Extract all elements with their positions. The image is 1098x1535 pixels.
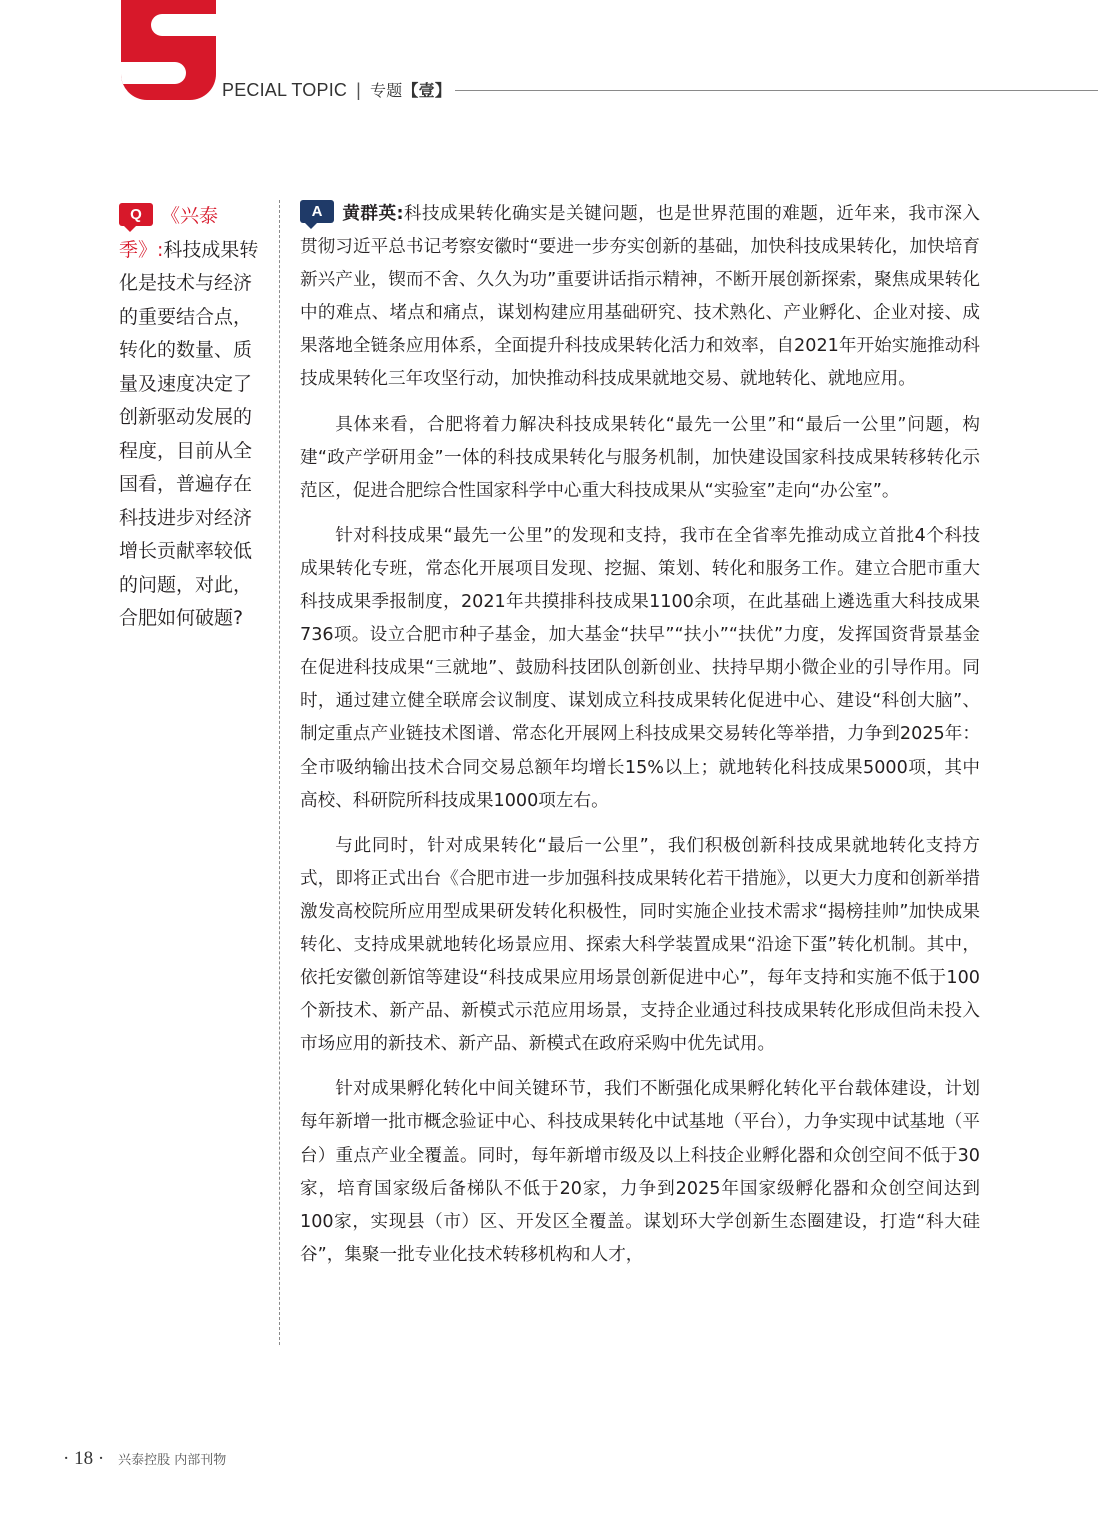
answer-paragraph <box>300 198 980 397</box>
answer-paragraph: 针对成果孵化转化中间关键环节，我们不断强化成果孵化转化平台载体建设，计划每年新增一批市概念验证中心、科技成果转化中试基地（平台），力争实现中试基地（平台）重点产业全覆盖。同时，每年新增市级及以上科技企业孵化器和众创空间不低于30家，培育国家级后备梯队不低于20家，力争到2025年国家级孵化器和众创空间达到100家，实现县（市）区、开发区全覆盖。谋划环大学创新生态圈建设，打造“科大硅谷”，集聚一批专业化技术转移机构和人才， <box>300 1079 980 1265</box>
section-header <box>222 78 451 101</box>
answer-paragraph: 针对科技成果“最先一公里”的发现和支持，我市在全省率先推动成立首批4个科技成果转化专班，常态化开展项目发现、挖掘、策划、转化和服务工作。建立合肥市重大科技成果季报制度，2021年共摸排科技成果1100余项，在此基础上遴选重大科技成果736项。设立合肥市种子基金，加大基金“扶早”“扶小”“扶优”力度，发挥国资背景基金在促进科技成果“三就地”、鼓励科技团队创新创业、扶持早期小微企业的引导作用。同时，通过建立健全联席会议制度、谋划成立科技成果转化促进中心、建设“科创大脑”、制定重点产业链技术图谱、常态化开展网上科技成果交易转化等举措，力争到2025年：全市吸纳输出技术合同交易总额年均增长15%以上；就地转化科技成果5000项，其中高校、科研院所科技成果1000项左右。 <box>300 525 980 811</box>
answer-first-paragraph-text: 科技成果转化确实是关键问题，也是世界范围的难题，近年来，我市深入贯彻习近平总书记考察安徽时“要进一步夯实创新的基础，加快科技成果转化，加快培育新兴产业，锲而不舍、久久为功”重要讲话指示精神，不断开展创新探索，聚焦成果转化中的难点、堵点和痛点，谋划构建应用基础研究、技术熟化、产业孵化、企业对接、成果落地全链条应用体系，全面提升科技成果转化活力和效率，自2021年开始实施推动科技成果转化三年攻坚行动，加快推动科技成果就地交易、就地转化、就地应用。 <box>300 204 980 390</box>
question-text: 科技成果转化是技术与经济的重要结合点，转化的数量、质量及速度决定了创新驱动发展的程度，目前从全国看，普遍存在科技进步对经济增长贡献率较低的问题，对此，合肥如何破题? <box>119 238 259 629</box>
answer-column <box>300 198 980 1284</box>
page-number: · 18 · <box>63 1448 105 1469</box>
answer-paragraph: 具体来看，合肥将着力解决科技成果转化“最先一公里”和“最后一公里”问题，构建“政产学研用金”一体的科技成果转化与服务机制，加快建设国家科技成果转移转化示范区，促进合肥综合性国家科学中心重大科技成果从“实验室”走向“办公室”。 <box>300 414 980 501</box>
publication-name: 兴泰控股 内部刊物 <box>118 1453 227 1468</box>
section-label-en: PECIAL TOPIC <box>222 80 348 100</box>
question-badge: Q <box>119 203 153 226</box>
answer-badge: A <box>300 200 334 223</box>
section-label-zh: 专题 <box>370 81 403 100</box>
speaker-name: 黄群英: <box>342 204 404 224</box>
column-divider <box>279 200 280 1345</box>
answer-paragraph: 与此同时，针对成果转化“最后一公里”，我们积极创新科技成果就地转化支持方式，即将正式出台《合肥市进一步加强科技成果转化若干措施》，以更大力度和创新举措激发高校院所应用型成果研发转化积极性，同时实施企业技术需求“揭榜挂帅”加快成果转化、支持成果就地转化场景应用、探索大科学装置成果“沿途下蛋”转化机制。其中，依托安徽创新馆等建设“科技成果应用场景创新促进中心”，每年支持和实施不低于100个新技术、新产品、新模式示范应用场景，支持企业通过科技成果转化形成但尚未投入市场应用的新技术、新产品、新模式在政府采购中优先试用。 <box>300 835 980 1055</box>
special-topic-s-logo <box>121 0 216 100</box>
header-separator: | <box>356 80 362 100</box>
header-rule <box>455 90 1098 91</box>
interviewer-name: 《兴泰季》: <box>119 205 219 261</box>
page-footer <box>63 1448 226 1470</box>
question-column <box>119 200 259 636</box>
issue-label: 【壹】 <box>402 81 452 100</box>
